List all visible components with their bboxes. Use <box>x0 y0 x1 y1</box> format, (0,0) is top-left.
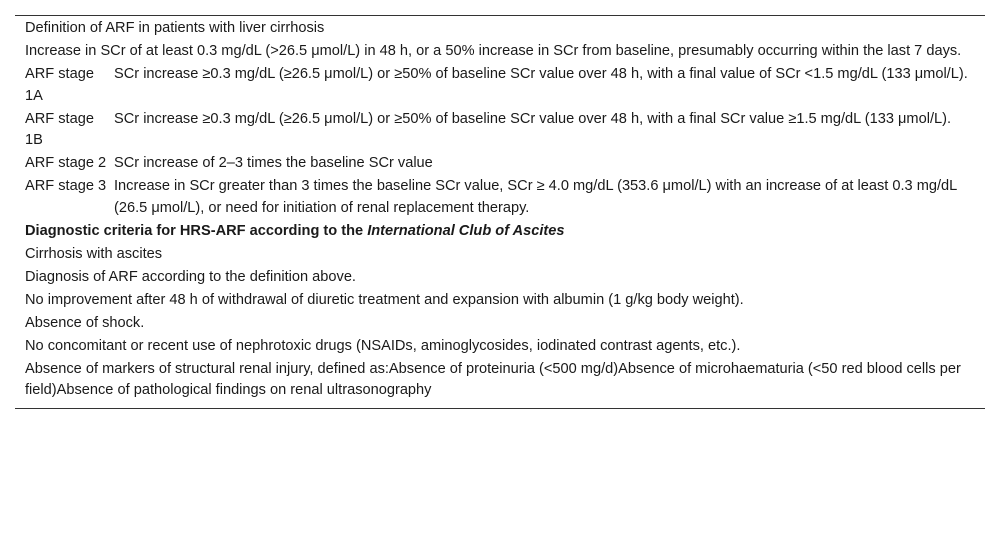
definition-text: Increase in SCr of at least 0.3 mg/dL (>26.5 μmol/L) in 48 h, or a 50% increase in SCr from baseline, presumably occurring within the last 7 days. <box>25 43 962 59</box>
criteria-item: Absence of shock. <box>25 314 145 331</box>
stage-row-1a <box>25 64 985 109</box>
criteria-item-row <box>25 244 985 267</box>
criteria-item-row <box>25 336 985 359</box>
stage-description: Increase in SCr greater than 3 times the baseline SCr value, SCr ≥ 4.0 mg/dL (353.6 μmol/L) with an increase of at least 0.3 mg/dL (26.5 μmol/L), or need for initiation of renal replacement therapy. <box>114 178 957 216</box>
criteria-item: Absence of markers of structural renal injury, defined as:Absence of proteinuria (<500 mg/d)Absence of microhaematuria (<50 red blood cells per field)Absence of pathological findings on renal ultrasonography <box>25 360 961 398</box>
stage-description: SCr increase of 2–3 times the baseline SCr value <box>114 155 433 171</box>
stage-description: SCr increase ≥0.3 mg/dL (≥26.5 μmol/L) or ≥50% of baseline SCr value over 48 h, with a final SCr value ≥1.5 mg/dL (133 μmol/L). <box>114 110 952 127</box>
criteria-heading-row <box>25 221 985 244</box>
criteria-item: No concomitant or recent use of nephrotoxic drugs (NSAIDs, aminoglycosides, iodinated contrast agents, etc.). <box>25 337 741 354</box>
criteria-item-row <box>25 290 985 313</box>
criteria-heading-prefix: Diagnostic criteria for HRS-ARF according to the <box>25 222 368 239</box>
stage-label: ARF stage 2 <box>25 155 107 171</box>
stage-row-3 <box>25 176 985 221</box>
stage-row-2 <box>25 153 985 176</box>
criteria-item: No improvement after 48 h of withdrawal of diuretic treatment and expansion with albumin (1 g/kg body weight). <box>25 291 744 308</box>
definition-heading: Definition of ARF in patients with liver cirrhosis <box>25 20 325 36</box>
stage-label: ARF stage 1A <box>25 66 94 104</box>
criteria-item-row <box>25 359 985 404</box>
stage-description: SCr increase ≥0.3 mg/dL (≥26.5 μmol/L) or ≥50% of baseline SCr value over 48 h, with a final value of SCr <1.5 mg/dL (133 μmol/L). <box>114 66 968 82</box>
criteria-item: Cirrhosis with ascites <box>25 245 163 262</box>
criteria-table-frame <box>15 15 985 409</box>
definition-heading-row <box>25 18 985 41</box>
criteria-heading <box>25 221 985 244</box>
criteria-table <box>25 18 985 403</box>
stage-row-1b <box>25 109 985 154</box>
criteria-item: Diagnosis of ARF according to the definition above. <box>25 268 356 285</box>
stage-label: ARF stage 3 <box>25 178 107 194</box>
definition-text-row <box>25 41 985 64</box>
criteria-item-row <box>25 267 985 290</box>
criteria-item-row <box>25 313 985 336</box>
stage-label: ARF stage 1B <box>25 110 94 148</box>
criteria-heading-italic: International Club of Ascites <box>367 222 565 239</box>
